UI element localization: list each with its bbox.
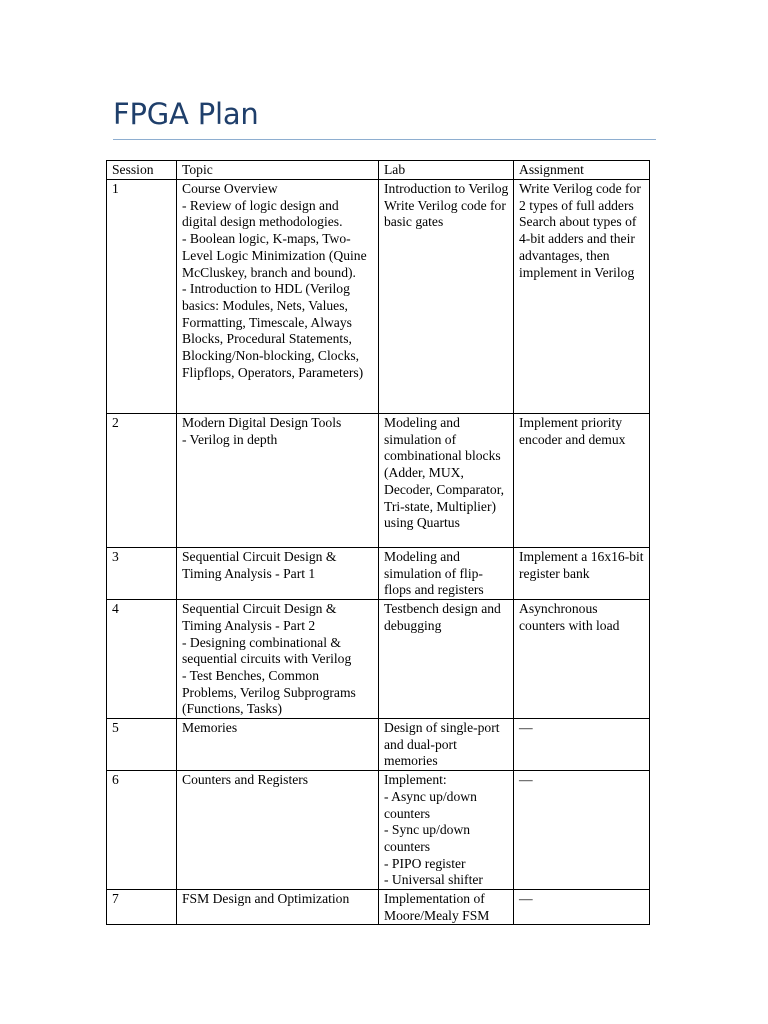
assignment-cell: — bbox=[514, 890, 650, 925]
lab-cell: Design of single-port and dual-port memories bbox=[379, 719, 514, 771]
session-cell: 1 bbox=[107, 180, 177, 414]
topic-cell: Memories bbox=[177, 719, 379, 771]
lab-cell: Testbench design and debugging bbox=[379, 600, 514, 719]
table-row bbox=[107, 771, 650, 890]
table-row bbox=[107, 890, 650, 925]
session-cell: 3 bbox=[107, 548, 177, 600]
session-cell: 7 bbox=[107, 890, 177, 925]
course-plan-table bbox=[106, 160, 650, 925]
header-session: Session bbox=[107, 161, 177, 180]
topic-cell: Course Overview - Review of logic design and digital design methodologies. - Boolean logic, K-maps, Two-Level Logic Minimization (Quine McCluskey, branch and bound). - Introduction to HDL (Verilog basics: Modules, Nets, Values, Formatting, Timescale, Always Blocks, Procedural Statements, Blocking/Non-blocking, Clocks, Flipflops, Operators, Parameters) bbox=[177, 180, 379, 414]
lab-cell: Implementation of Moore/Mealy FSM bbox=[379, 890, 514, 925]
table-row bbox=[107, 180, 650, 414]
session-cell: 4 bbox=[107, 600, 177, 719]
topic-cell: Counters and Registers bbox=[177, 771, 379, 890]
lab-cell: Modeling and simulation of combinational blocks (Adder, MUX, Decoder, Comparator, Tri-state, Multiplier) using Quartus bbox=[379, 414, 514, 548]
topic-cell: Modern Digital Design Tools - Verilog in depth bbox=[177, 414, 379, 548]
assignment-cell: — bbox=[514, 719, 650, 771]
header-topic: Topic bbox=[177, 161, 379, 180]
table-header-row bbox=[107, 161, 650, 180]
session-cell: 2 bbox=[107, 414, 177, 548]
table-row bbox=[107, 548, 650, 600]
topic-cell: Sequential Circuit Design & Timing Analysis - Part 1 bbox=[177, 548, 379, 600]
lab-cell: Introduction to Verilog Write Verilog code for basic gates bbox=[379, 180, 514, 414]
lab-cell: Implement: - Async up/down counters - Sync up/down counters - PIPO register - Universal shifter bbox=[379, 771, 514, 890]
assignment-cell: Asynchronous counters with load bbox=[514, 600, 650, 719]
assignment-cell: Implement priority encoder and demux bbox=[514, 414, 650, 548]
table-row bbox=[107, 719, 650, 771]
assignment-cell: Write Verilog code for 2 types of full adders Search about types of 4-bit adders and their advantages, then implement in Verilog bbox=[514, 180, 650, 414]
topic-cell: FSM Design and Optimization bbox=[177, 890, 379, 925]
session-cell: 5 bbox=[107, 719, 177, 771]
lab-cell: Modeling and simulation of flip-flops and registers bbox=[379, 548, 514, 600]
assignment-cell: Implement a 16x16-bit register bank bbox=[514, 548, 650, 600]
table-row bbox=[107, 414, 650, 548]
topic-cell: Sequential Circuit Design & Timing Analysis - Part 2 - Designing combinational & sequential circuits with Verilog - Test Benches, Common Problems, Verilog Subprograms (Functions, Tasks) bbox=[177, 600, 379, 719]
table-row bbox=[107, 600, 650, 719]
header-lab: Lab bbox=[379, 161, 514, 180]
page-title: FPGA Plan bbox=[113, 97, 259, 131]
header-assignment: Assignment bbox=[514, 161, 650, 180]
title-underline bbox=[113, 139, 656, 140]
session-cell: 6 bbox=[107, 771, 177, 890]
assignment-cell: — bbox=[514, 771, 650, 890]
